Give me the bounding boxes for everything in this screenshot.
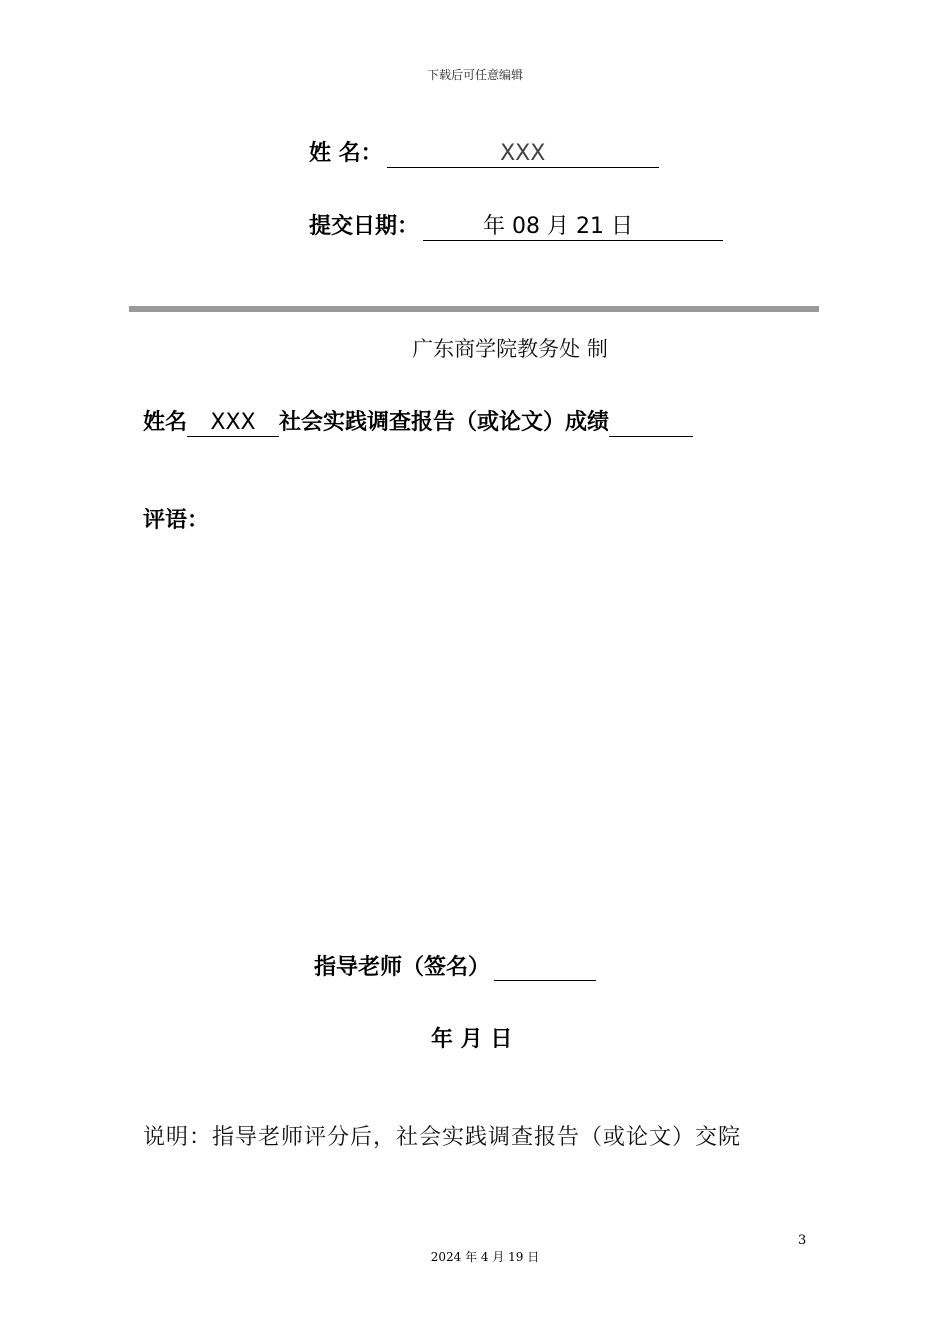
advisor-row — [314, 950, 596, 981]
cover-name-label: 姓 名： — [309, 141, 383, 166]
page-number: 3 — [798, 1233, 807, 1248]
cover-name-row — [309, 136, 659, 168]
grade-report-label: 社会实践调查报告（或论文）成绩 — [279, 410, 610, 435]
cover-name-value: XXX — [387, 141, 659, 168]
advisor-signature-blank — [494, 954, 596, 981]
grade-title-row — [143, 405, 693, 437]
grade-value-blank — [609, 410, 693, 437]
advisor-label: 指导老师（签名） — [314, 955, 491, 980]
cover-date-value: 年 08 月 21 日 — [423, 214, 723, 241]
footer-date: 2024 年 4 月 19 日 — [430, 1250, 540, 1264]
comment-label: 评语： — [143, 508, 210, 533]
cover-date-row — [309, 209, 723, 241]
divider-rule — [129, 306, 819, 312]
instruction-note: 说明：指导老师评分后，社会实践调查报告（或论文）交院 — [143, 1125, 742, 1150]
grade-name-value: XXX — [187, 410, 279, 437]
header-note: 下载后可任意编辑 — [426, 68, 523, 82]
advisor-date-line: 年 月 日 — [431, 1027, 513, 1052]
issuer-line: 广东商学院教务处 制 — [412, 337, 608, 361]
cover-date-label: 提交日期： — [309, 214, 420, 239]
grade-name-prefix: 姓名 — [143, 410, 188, 435]
